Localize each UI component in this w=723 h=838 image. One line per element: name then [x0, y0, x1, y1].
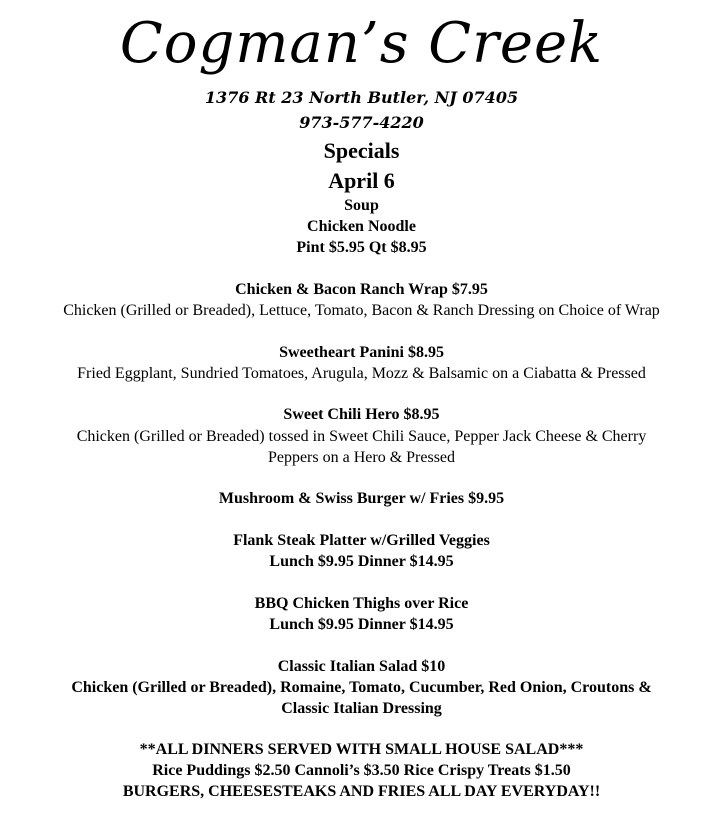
item-title: Chicken & Bacon Ranch Wrap $7.95	[235, 281, 488, 298]
item-title: Mushroom & Swiss Burger w/ Fries $9.95	[218, 490, 505, 507]
specials-heading: Specials	[323, 138, 400, 163]
all-day-note: BURGERS, CHEESESTEAKS AND FRIES ALL DAY EVERYDAY!!	[122, 783, 601, 800]
item-title: Sweet Chili Hero $8.95	[283, 406, 440, 423]
item-title: Classic Italian Salad $10	[277, 658, 446, 675]
item-description: Peppers on a Hero & Pressed	[267, 449, 456, 466]
soup-heading: Soup	[344, 197, 379, 214]
item-price: Lunch $9.95 Dinner $14.95	[269, 553, 454, 570]
item-description: Chicken (Grilled or Breaded), Romaine, Tomato, Cucumber, Red Onion, Croutons &	[71, 679, 652, 696]
item-description: Chicken (Grilled or Breaded) tossed in Sweet Chili Sauce, Pepper Jack Cheese & Cherry	[76, 428, 647, 445]
restaurant-phone: 973-577-4220	[299, 113, 424, 132]
soup-name: Chicken Noodle	[307, 218, 416, 235]
specials-date: April 6	[328, 168, 395, 193]
restaurant-address: 1376 Rt 23 North Butler, NJ 07405	[204, 88, 519, 107]
item-title: Sweetheart Panini $8.95	[279, 344, 444, 361]
restaurant-title: Cogman’s Creek	[119, 11, 604, 76]
soup-prices: Pint $5.95 Qt $8.95	[296, 239, 427, 256]
item-title: BBQ Chicken Thighs over Rice	[254, 595, 469, 612]
item-description: Chicken (Grilled or Breaded), Lettuce, Tomato, Bacon & Ranch Dressing on Choice of Wrap	[63, 302, 660, 319]
dinner-note: **ALL DINNERS SERVED WITH SMALL HOUSE SALAD***	[139, 741, 584, 758]
item-description: Fried Eggplant, Sundried Tomatoes, Arugula, Mozz & Balsamic on a Ciabatta & Pressed	[77, 365, 646, 382]
item-description: Classic Italian Dressing	[281, 700, 442, 717]
item-price: Lunch $9.95 Dinner $14.95	[269, 616, 454, 633]
item-title: Flank Steak Platter w/Grilled Veggies	[233, 532, 490, 549]
dessert-prices: Rice Puddings $2.50 Cannoli’s $3.50 Rice Crispy Treats $1.50	[152, 762, 571, 779]
